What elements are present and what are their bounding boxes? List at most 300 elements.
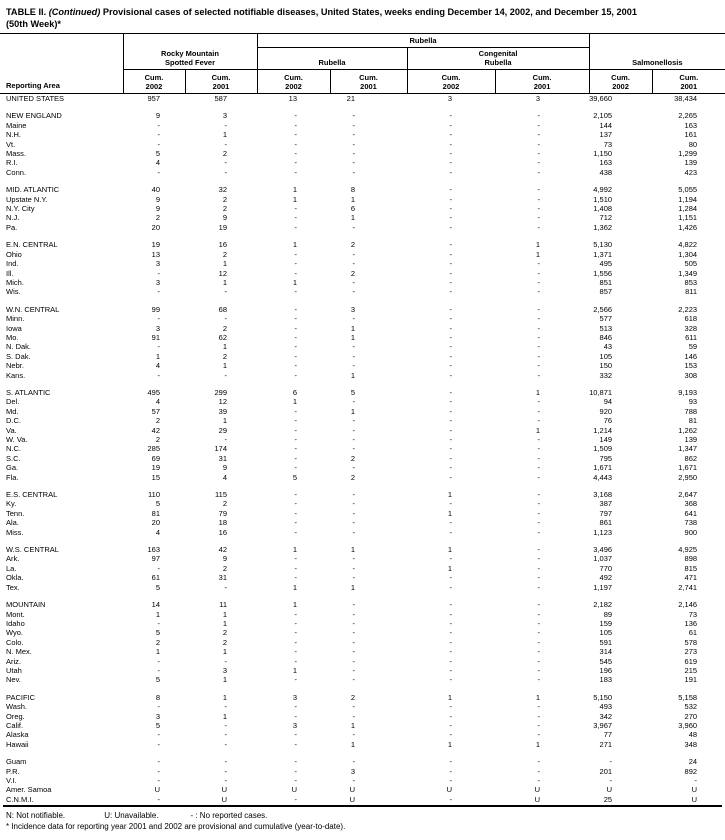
- value-cell: U: [221, 785, 228, 795]
- value-cell: 270: [684, 711, 698, 721]
- value-cell: -: [537, 444, 541, 454]
- table-row: [0, 702, 725, 711]
- value-cell: 163: [684, 120, 698, 130]
- reporting-area-cell: Ala.: [6, 518, 19, 528]
- value-cell: 215: [684, 665, 698, 675]
- reporting-area-cell: Wash.: [6, 702, 27, 712]
- value-cell: -: [294, 416, 298, 426]
- value-cell: -: [537, 720, 541, 730]
- value-cell: -: [294, 287, 298, 297]
- value-cell: -: [537, 120, 541, 130]
- value-cell: 5: [350, 387, 356, 397]
- value-cell: -: [537, 277, 541, 287]
- value-cell: 1: [222, 277, 228, 287]
- reporting-area-cell: Kans.: [6, 370, 26, 380]
- value-cell: 2: [222, 351, 228, 361]
- value-cell: -: [224, 776, 228, 785]
- reporting-area-cell: Mont.: [6, 609, 25, 619]
- value-cell: 308: [684, 370, 698, 380]
- value-cell: 1: [447, 692, 453, 702]
- value-cell: -: [449, 628, 453, 638]
- value-cell: 81: [151, 508, 160, 518]
- table-row: [0, 324, 725, 333]
- value-cell: 20: [151, 222, 160, 232]
- reporting-area-cell: Ariz.: [6, 656, 21, 666]
- value-cell: 4,443: [593, 472, 613, 482]
- value-cell: 1: [222, 711, 228, 721]
- value-cell: 1: [222, 647, 228, 657]
- value-cell: -: [449, 342, 453, 352]
- reporting-area-cell: S. ATLANTIC: [6, 387, 51, 397]
- value-cell: 2: [222, 194, 228, 204]
- value-cell: -: [449, 259, 453, 269]
- value-cell: 89: [603, 609, 613, 619]
- value-cell: -: [224, 766, 228, 776]
- value-cell: -: [294, 675, 298, 685]
- table-row: [0, 600, 725, 609]
- value-cell: -: [352, 277, 356, 287]
- value-cell: 79: [218, 508, 228, 518]
- value-cell: -: [537, 167, 541, 177]
- value-cell: 846: [599, 332, 613, 342]
- value-cell: -: [449, 527, 453, 537]
- value-cell: -: [352, 361, 356, 371]
- value-cell: 9: [222, 213, 228, 223]
- value-cell: -: [224, 370, 228, 380]
- value-cell: 8: [155, 692, 160, 702]
- value-cell: -: [294, 647, 298, 657]
- value-cell: U: [534, 785, 541, 795]
- value-cell: -: [352, 702, 356, 712]
- section-gap: [0, 297, 725, 305]
- value-cell: -: [294, 618, 298, 628]
- section-gap: [0, 685, 725, 693]
- value-cell: 1,151: [678, 213, 698, 223]
- legend-no-reported-cases: - : No reported cases.: [190, 811, 268, 821]
- value-cell: 2: [155, 213, 160, 223]
- value-cell: -: [157, 618, 160, 628]
- table-row: [0, 121, 725, 130]
- value-cell: 1,671: [593, 463, 613, 473]
- value-cell: 618: [684, 314, 698, 324]
- value-cell: -: [352, 573, 356, 583]
- value-cell: 285: [147, 444, 160, 454]
- value-cell: 4: [155, 397, 160, 407]
- value-cell: -: [449, 656, 453, 666]
- value-cell: -: [294, 730, 298, 740]
- value-cell: -: [224, 656, 228, 666]
- value-cell: -: [449, 139, 453, 149]
- value-cell: 5: [155, 675, 160, 685]
- value-cell: -: [537, 314, 541, 324]
- value-cell: -: [537, 554, 541, 564]
- value-cell: 8: [350, 185, 356, 195]
- value-cell: 4: [155, 158, 160, 168]
- value-cell: 191: [684, 675, 698, 685]
- value-cell: -: [352, 120, 356, 130]
- value-cell: 3: [350, 304, 356, 314]
- table-row: [0, 721, 725, 730]
- value-cell: -: [537, 518, 541, 528]
- value-cell: 1: [350, 332, 356, 342]
- table-row: [0, 564, 725, 573]
- value-cell: 2: [350, 240, 356, 250]
- value-cell: 1: [155, 609, 160, 619]
- value-cell: -: [537, 582, 541, 592]
- col-group-rocky-mountain-spotted-fever: [123, 34, 257, 70]
- notifiable-diseases-table: [0, 33, 725, 804]
- value-cell: -: [352, 222, 356, 232]
- value-cell: -: [224, 720, 228, 730]
- value-cell: 1,510: [593, 194, 613, 204]
- value-cell: -: [224, 730, 228, 740]
- value-cell: -: [449, 194, 453, 204]
- value-cell: 1: [222, 361, 228, 371]
- table-row: [0, 757, 725, 766]
- value-cell: -: [537, 563, 541, 573]
- value-cell: 2,741: [678, 582, 698, 592]
- value-cell: 9: [155, 111, 160, 121]
- col-header-rmsf-2002: Cum. 2002: [123, 70, 185, 94]
- value-cell: 2: [222, 204, 228, 214]
- value-cell: 299: [214, 387, 228, 397]
- value-cell: -: [352, 463, 356, 473]
- reporting-area-cell: Mass.: [6, 149, 27, 159]
- value-cell: 5: [155, 582, 160, 592]
- value-cell: -: [294, 739, 298, 749]
- value-cell: 5,055: [678, 185, 698, 195]
- value-cell: 61: [688, 628, 698, 638]
- table-row: [0, 795, 725, 804]
- reporting-area-cell: Oreg.: [6, 711, 25, 721]
- value-cell: 5,130: [593, 240, 613, 250]
- group-label-line1: Rocky Mountain: [161, 49, 219, 58]
- value-cell: 14: [151, 600, 160, 610]
- value-cell: 1: [222, 342, 228, 352]
- value-cell: -: [537, 304, 541, 314]
- reporting-area-cell: Va.: [6, 425, 17, 435]
- value-cell: 19: [151, 463, 160, 473]
- value-cell: -: [449, 675, 453, 685]
- value-cell: -: [537, 472, 541, 482]
- value-cell: 505: [684, 259, 698, 269]
- value-cell: 2: [222, 323, 228, 333]
- value-cell: -: [352, 149, 356, 159]
- value-cell: 4,822: [678, 240, 698, 250]
- value-cell: 1: [155, 647, 160, 657]
- reporting-area-cell: Wyo.: [6, 628, 24, 638]
- value-cell: -: [352, 628, 356, 638]
- value-cell: 12: [218, 268, 228, 278]
- col-group-congenital-rubella: [407, 48, 589, 70]
- value-cell: -: [294, 757, 298, 767]
- value-cell: -: [224, 158, 228, 168]
- reporting-area-cell: V.I.: [6, 776, 17, 785]
- value-cell: -: [224, 287, 228, 297]
- value-cell: -: [449, 425, 453, 435]
- value-cell: -: [224, 167, 228, 177]
- value-cell: 42: [151, 425, 160, 435]
- reporting-area-cell: N. Mex.: [6, 647, 32, 657]
- value-cell: 2: [155, 416, 160, 426]
- table-title: [0, 0, 725, 30]
- title-line1: [6, 7, 637, 17]
- value-cell: -: [294, 628, 298, 638]
- value-cell: 201: [599, 766, 613, 776]
- section-gap: [0, 592, 725, 600]
- section-gap: [0, 103, 725, 111]
- value-cell: 39: [218, 406, 228, 416]
- reporting-area-cell: Calif.: [6, 720, 24, 730]
- table-row: [0, 250, 725, 259]
- reporting-area-cell: UNITED STATES: [6, 94, 65, 103]
- value-cell: -: [294, 342, 298, 352]
- value-cell: 5,150: [593, 692, 613, 702]
- value-cell: 94: [603, 397, 613, 407]
- value-cell: 57: [151, 406, 160, 416]
- col-band-rubella: Rubella: [257, 34, 589, 48]
- value-cell: -: [449, 185, 453, 195]
- value-cell: -: [352, 435, 356, 444]
- value-cell: -: [537, 222, 541, 232]
- value-cell: 3: [155, 711, 160, 721]
- value-cell: -: [537, 618, 541, 628]
- value-cell: -: [294, 222, 298, 232]
- value-cell: -: [352, 518, 356, 528]
- reporting-area-cell: La.: [6, 563, 17, 573]
- value-cell: 591: [599, 637, 613, 647]
- value-cell: 1: [222, 692, 228, 702]
- table-row: [0, 657, 725, 666]
- reporting-area-cell: Ind.: [6, 259, 19, 269]
- value-cell: -: [294, 111, 298, 121]
- value-cell: -: [352, 425, 356, 435]
- reporting-area-cell: W.N. CENTRAL: [6, 304, 60, 314]
- value-cell: 2: [350, 453, 356, 463]
- value-cell: -: [449, 167, 453, 177]
- table-row: [0, 240, 725, 249]
- value-cell: -: [294, 794, 298, 804]
- table-row: [0, 223, 725, 232]
- value-cell: -: [352, 249, 356, 259]
- value-cell: 48: [688, 730, 698, 740]
- table-row: [0, 647, 725, 656]
- reporting-area-cell: N.C.: [6, 444, 21, 454]
- table-row: [0, 342, 725, 351]
- value-cell: 1: [292, 582, 298, 592]
- value-cell: 24: [688, 757, 698, 767]
- value-cell: -: [352, 490, 356, 500]
- value-cell: -: [224, 702, 228, 712]
- reporting-area-cell: Iowa: [6, 323, 22, 333]
- value-cell: 136: [684, 618, 698, 628]
- table-row: [0, 371, 725, 380]
- value-cell: 12: [218, 397, 228, 407]
- value-cell: U: [349, 785, 356, 795]
- value-cell: -: [537, 185, 541, 195]
- value-cell: 174: [214, 444, 228, 454]
- value-cell: 1: [350, 323, 356, 333]
- value-cell: -: [537, 259, 541, 269]
- value-cell: 851: [599, 277, 613, 287]
- value-cell: 423: [684, 167, 698, 177]
- value-cell: -: [352, 397, 356, 407]
- value-cell: 1: [292, 194, 298, 204]
- value-cell: 2: [350, 268, 356, 278]
- value-cell: 641: [684, 508, 698, 518]
- reporting-area-cell: E.N. CENTRAL: [6, 240, 58, 250]
- value-cell: -: [449, 416, 453, 426]
- value-cell: 332: [599, 370, 613, 380]
- value-cell: 3: [350, 766, 356, 776]
- table-row: [0, 407, 725, 416]
- value-cell: -: [294, 130, 298, 140]
- value-cell: 770: [599, 563, 613, 573]
- value-cell: -: [609, 757, 613, 767]
- value-cell: -: [224, 739, 228, 749]
- value-cell: 797: [599, 508, 613, 518]
- value-cell: 139: [684, 158, 698, 168]
- value-cell: -: [537, 111, 541, 121]
- group-label-line1: Salmonellosis: [632, 58, 683, 67]
- col-header-salmonellosis-2001: Cum. 2001: [652, 70, 725, 94]
- value-cell: 18: [218, 518, 228, 528]
- value-cell: -: [157, 342, 160, 352]
- value-cell: -: [537, 213, 541, 223]
- value-cell: -: [294, 406, 298, 416]
- value-cell: -: [157, 776, 160, 785]
- value-cell: 619: [684, 656, 698, 666]
- table-row: [0, 473, 725, 482]
- value-cell: 2,105: [593, 111, 613, 121]
- value-cell: 3: [155, 259, 160, 269]
- value-cell: -: [449, 647, 453, 657]
- table-row: [0, 463, 725, 472]
- value-cell: 6: [350, 204, 356, 214]
- value-cell: -: [537, 435, 541, 444]
- value-cell: 3: [447, 94, 453, 103]
- value-cell: -: [352, 351, 356, 361]
- reporting-area-cell: Md.: [6, 406, 19, 416]
- value-cell: 1,347: [678, 444, 698, 454]
- value-cell: 2: [222, 149, 228, 159]
- value-cell: -: [294, 444, 298, 454]
- value-cell: 21: [346, 94, 356, 103]
- value-cell: 2,223: [678, 304, 698, 314]
- value-cell: 73: [603, 139, 613, 149]
- table-row: [0, 204, 725, 213]
- reporting-area-cell: Ohio: [6, 249, 22, 259]
- value-cell: -: [449, 600, 453, 610]
- value-cell: -: [157, 766, 160, 776]
- table-row: [0, 269, 725, 278]
- value-cell: -: [537, 397, 541, 407]
- table-row: [0, 693, 725, 702]
- title-rest: Provisional cases of selected notifiable diseases, United States, weeks ending December 14, 2002, and December 15, 2001: [102, 7, 637, 17]
- value-cell: -: [449, 158, 453, 168]
- reporting-area-cell: Pa.: [6, 222, 18, 232]
- value-cell: -: [294, 213, 298, 223]
- value-cell: -: [294, 508, 298, 518]
- reporting-area-cell: Ark.: [6, 554, 20, 564]
- value-cell: 577: [599, 314, 613, 324]
- value-cell: 4,992: [593, 185, 613, 195]
- reporting-area-cell: N.J.: [6, 213, 20, 223]
- value-cell: 16: [218, 527, 228, 537]
- value-cell: 76: [603, 416, 613, 426]
- value-cell: -: [224, 757, 228, 767]
- table-row: [0, 499, 725, 508]
- value-cell: 97: [151, 554, 160, 564]
- value-cell: 6: [292, 387, 298, 397]
- value-cell: 271: [599, 739, 613, 749]
- value-cell: 43: [603, 342, 613, 352]
- value-cell: -: [537, 647, 541, 657]
- value-cell: -: [352, 167, 356, 177]
- value-cell: -: [537, 499, 541, 509]
- group-label-line1: Congenital: [478, 49, 518, 58]
- table-row: [0, 333, 725, 342]
- value-cell: -: [449, 240, 453, 250]
- value-cell: 5: [155, 720, 160, 730]
- table-row: [0, 545, 725, 554]
- table-row: [0, 352, 725, 361]
- value-cell: 1,304: [678, 249, 698, 259]
- value-cell: 183: [599, 675, 613, 685]
- reporting-area-cell: Conn.: [6, 167, 27, 177]
- value-cell: 957: [147, 94, 160, 103]
- value-cell: -: [537, 463, 541, 473]
- table-row: [0, 518, 725, 527]
- value-cell: 1,197: [593, 582, 613, 592]
- value-cell: 438: [599, 167, 613, 177]
- value-cell: 1: [155, 351, 160, 361]
- value-cell: 93: [688, 397, 698, 407]
- reporting-area-cell: Guam: [6, 757, 27, 767]
- table-row: [0, 628, 725, 637]
- value-cell: -: [294, 776, 298, 785]
- value-cell: -: [352, 259, 356, 269]
- value-cell: 328: [684, 323, 698, 333]
- value-cell: -: [449, 120, 453, 130]
- value-cell: 15: [151, 472, 160, 482]
- value-cell: -: [449, 444, 453, 454]
- value-cell: -: [294, 711, 298, 721]
- value-cell: -: [224, 582, 228, 592]
- value-cell: -: [352, 499, 356, 509]
- value-cell: 892: [684, 766, 698, 776]
- reporting-area-cell: Upstate N.Y.: [6, 194, 48, 204]
- reporting-area-cell: Mo.: [6, 332, 19, 342]
- value-cell: -: [537, 711, 541, 721]
- value-cell: 62: [218, 332, 228, 342]
- value-cell: 196: [599, 665, 613, 675]
- value-cell: -: [294, 249, 298, 259]
- value-cell: 105: [599, 628, 613, 638]
- value-cell: -: [537, 416, 541, 426]
- value-cell: 1: [222, 416, 228, 426]
- value-cell: -: [537, 268, 541, 278]
- reporting-area-cell: W. Va.: [6, 435, 28, 444]
- table-row: [0, 454, 725, 463]
- reporting-area-cell: Colo.: [6, 637, 24, 647]
- value-cell: -: [294, 204, 298, 214]
- value-cell: -: [537, 406, 541, 416]
- value-cell: 9: [222, 554, 228, 564]
- value-cell: 495: [599, 259, 613, 269]
- value-cell: -: [449, 794, 453, 804]
- value-cell: 68: [218, 304, 228, 314]
